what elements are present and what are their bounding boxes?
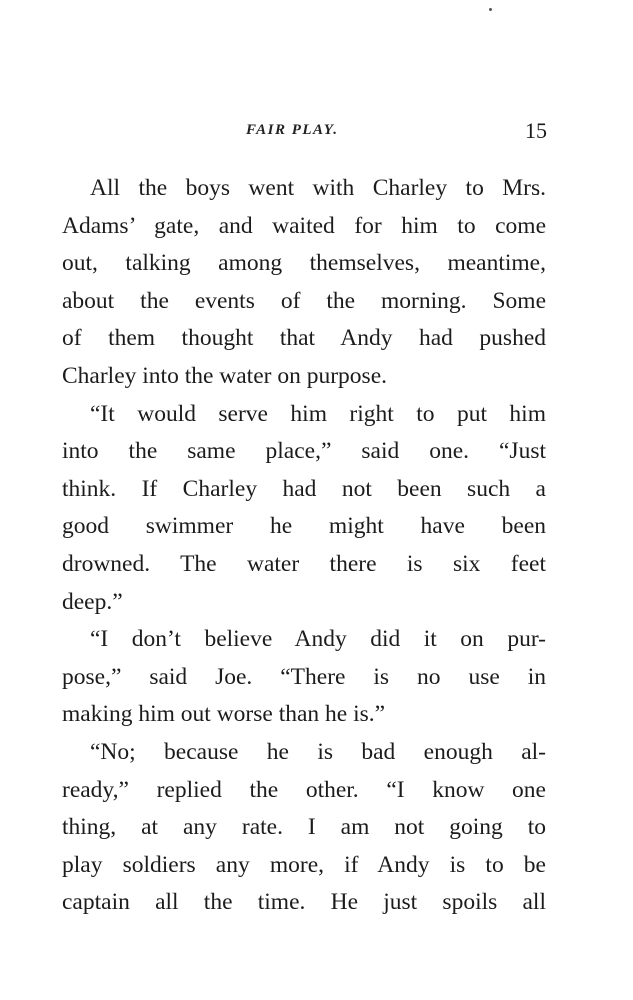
page-number: 15: [525, 118, 547, 143]
text-line: deep.”: [62, 588, 123, 615]
text-line: captain all the time. He just spoils all: [62, 889, 546, 916]
text-line: making him out worse than he is.”: [62, 701, 386, 728]
text-line: think. If Charley had not been such a: [62, 475, 546, 502]
running-title: FAIR PLAY.: [246, 122, 339, 138]
running-head: [0, 118, 633, 146]
text-line: thing, at any rate. I am not going to: [62, 814, 546, 841]
text-line: good swimmer he might have been: [62, 513, 546, 540]
body-text: [62, 170, 546, 922]
text-line: into the same place,” said one. “Just: [62, 438, 546, 465]
text-line: about the events of the morning. Some: [62, 287, 546, 314]
text-line: “I don’t believe Andy did it on pur-: [90, 626, 546, 653]
text-line: pose,” said Joe. “There is no use in: [62, 663, 546, 690]
text-line: of them thought that Andy had pushed: [62, 325, 546, 352]
text-line: “No; because he is bad enough al-: [90, 738, 546, 765]
text-line: play soldiers any more, if Andy is to be: [62, 851, 546, 878]
text-line: Charley into the water on purpose.: [62, 362, 387, 389]
text-line: “It would serve him right to put him: [90, 400, 546, 427]
text-line: drowned. The water there is six feet: [62, 550, 546, 577]
text-line: out, talking among themselves, meantime,: [62, 250, 546, 277]
text-line: All the boys went with Charley to Mrs.: [90, 175, 546, 201]
ink-speck: [489, 8, 492, 11]
text-line: Adams’ gate, and waited for him to come: [62, 212, 546, 239]
text-line: ready,” replied the other. “I know one: [62, 776, 546, 803]
